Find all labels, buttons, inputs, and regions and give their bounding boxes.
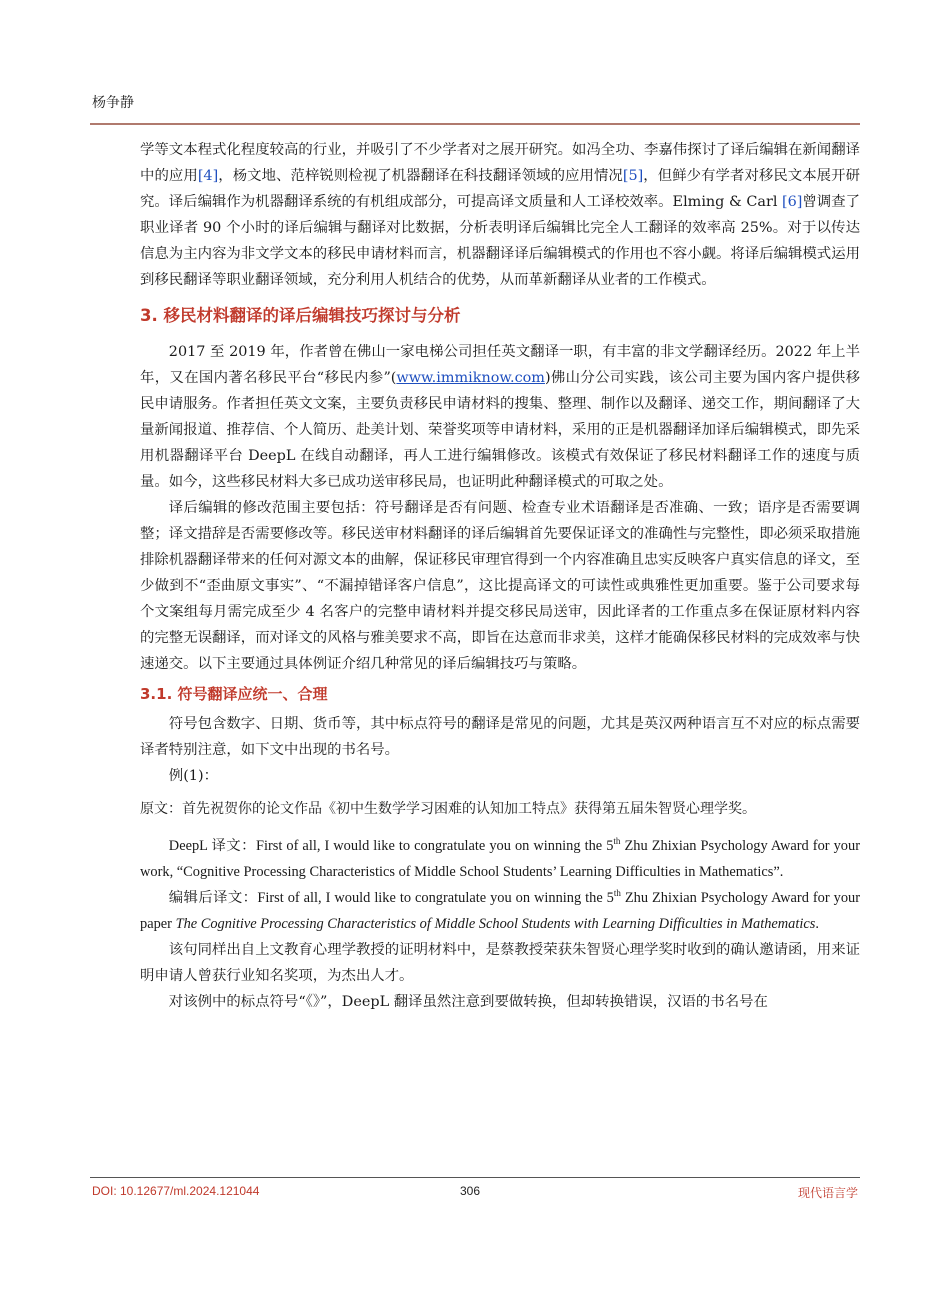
citation-link[interactable]: [5] — [622, 168, 644, 184]
text-segment: 曾调查了职业译者 90 个小时的译后编辑与翻译对比数据，分析表明译后编辑比完全人工翻译的效率高 25%。对于以传达信息为主内容为非文学文本的移民申请材料而言，机器翻译译后编辑模式的作用也不容小觑。将译后编辑模式运用到移民翻译等职业翻译领域，充分利用人机结合的优势，从而革新翻译从业者的工作模式。 — [140, 194, 860, 288]
example-original-text: 原文：首先祝贺你的论文作品《初中生数学学习困难的认知加工特点》获得第五届朱智贤心理学奖。 — [140, 801, 756, 817]
paragraph: 对该例中的标点符号“《》”，DeepL 翻译虽然注意到要做转换，但却转换错误，汉语的书名号在 — [168, 994, 768, 1010]
edited-label: 编辑后译文： — [168, 890, 258, 906]
footer-divider — [90, 1177, 860, 1178]
text-segment: ，杨文地、范梓锐则检视了机器翻译在科技翻译领域的应用情况 — [218, 168, 623, 184]
section-heading: 3. 移民材料翻译的译后编辑技巧探讨与分析 — [140, 306, 461, 325]
paragraph: 该句同样出自上文教育心理学教授的证明材料中，是蔡教授荣获朱智贤心理学奖时收到的确认邀请函，用来证明申请人曾获行业知名奖项，为杰出人才。 — [140, 942, 860, 984]
text-segment: 2017 至 2019 年，作者曾在佛山一家电梯公司担任英文翻译一职，有丰富的非文学翻译经历。2022 年上半年，又在国内著名移民平台“移民内参”( — [140, 344, 860, 386]
header-divider — [90, 123, 860, 125]
article-body — [140, 137, 860, 1015]
example-label: 例(1)： — [168, 768, 218, 784]
paragraph: 译后编辑的修改范围主要包括：符号翻译是否有问题、检查专业术语翻译是否准确、一致；语序是否需要调整；译文措辞是否需要修改等。移民送审材料翻译的译后编辑首先要保证译文的准确性与完整性，即必须采取措施排除机器翻译带来的任何对源文本的曲解，保证移民审理官得到一个内容准确且忠实反映客户真实信息的译文，至少做到不“歪曲原文事实”、“不漏掉错译客户信息”，这比提高译文的可读性或典雅性更加重要。鉴于公司要求每个文案组每月需完成至少 4 名客户的完整申请材料并提交移民局送审，因此译者的工作重点多在保证原材料内容的完整无误翻译，而对译文的风格与雅美要求不高，即旨在达意而非求美，这样才能确保移民材料的完成效率与快速递交。以下主要通过具体例证介绍几种常见的译后编辑技巧与策略。 — [140, 500, 860, 672]
text-segment: First of all, I would like to congratulate you on winning the 5 — [255, 838, 614, 854]
running-header-author: 杨争静 — [92, 95, 134, 111]
text-segment: First of all, I would like to congratulate you on winning the 5 — [257, 890, 614, 906]
subsection-heading: 3.1. 符号翻译应统一、合理 — [140, 685, 328, 703]
text-segment: 学等文本程式化程度较高的行业，并吸引了不少学者对之展开研究。如冯全功、李嘉伟探讨了译后编辑在新闻翻译中的应用 — [140, 142, 860, 184]
paragraph — [140, 339, 860, 495]
deepl-label: DeepL 译文： — [168, 838, 256, 854]
ordinal-suffix: th — [613, 888, 621, 899]
paragraph-prior-section — [140, 137, 860, 293]
edited-translation — [140, 885, 860, 937]
paper-title-italic: The Cognitive Processing Characteristics of Middle School Students with Learning Difficulties in Mathematics — [175, 916, 816, 932]
citation-link[interactable]: [6] — [782, 194, 803, 210]
paragraph: 符号包含数字、日期、货币等，其中标点符号的翻译是常见的问题，尤其是英汉两种语言互不对应的标点需要译者特别注意，如下文中出现的书名号。 — [140, 716, 860, 758]
deepl-translation — [140, 833, 860, 885]
citation-link[interactable]: [4] — [197, 168, 219, 184]
text-segment: . — [815, 916, 819, 932]
website-link[interactable]: www.immiknow.com — [396, 370, 545, 386]
footer-journal-name: 现代语言学 — [797, 1186, 858, 1200]
ordinal-suffix: th — [613, 836, 621, 847]
text-segment: Zhu Zhixian Psychology Award for your paper — [140, 890, 860, 932]
footer-doi[interactable]: DOI: 10.12677/ml.2024.121044 — [92, 1184, 260, 1198]
text-segment: )佛山分公司实践，该公司主要为国内客户提供移民申请服务。作者担任英文文案，主要负责移民申请材料的搜集、整理、制作以及翻译、递交工作，期间翻译了大量新闻报道、推荐信、个人简历、赴美计划、荣誉奖项等申请材料，采用的正是机器翻译加译后编辑模式，即先采用机器翻译平台 DeepL 在线自动翻译，再人工进行编辑修改。该模式有效保证了移民材料翻译工作的速度与质量。如今，这些移民材料大多已成功送审移民局，也证明此种翻译模式的可取之处。 — [140, 370, 860, 490]
text-segment: Zhu Zhixian Psychology Award for your work, “Cognitive Processing Characteristics of Middle School Students’ Learning Difficulties in Mathematics”. — [140, 838, 860, 880]
text-segment: ，但鲜少有学者对移民文本展开研究。译后编辑作为机器翻译系统的有机组成部分，可提高译文质量和人工译校效率。Elming & Carl — [140, 168, 860, 210]
footer-page-number: 306 — [460, 1184, 481, 1198]
